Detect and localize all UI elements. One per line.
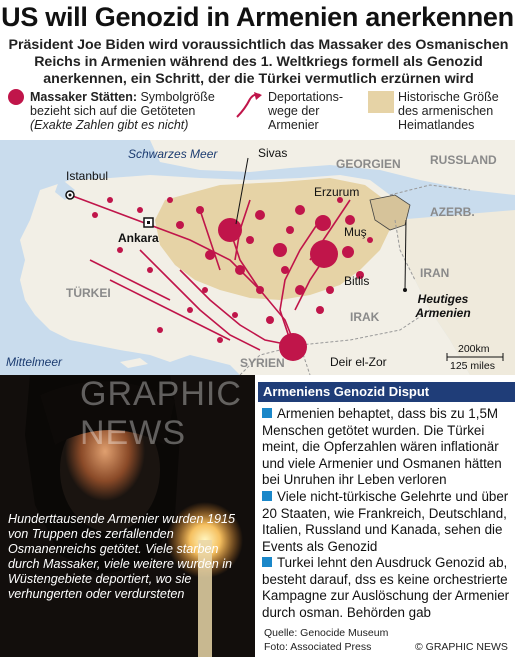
label-deir-el-zor: Deir el-Zor	[330, 355, 387, 369]
massacre-site-symbol	[8, 89, 24, 105]
label-istanbul: Istanbul	[66, 169, 109, 183]
label-bitlis: Bitlis	[344, 274, 370, 288]
scale-km: 200km	[458, 343, 490, 355]
panel-point-1: Armenien behapt​et, dass bis zu 1,5M Menschen getötet wurden. Die Türkei meint, die Opferzahlen wären inflationär und viele Armenier und Osmanen hätten bei Unruhen ihr Leben verloren	[262, 406, 502, 487]
label-ankara: Ankara	[118, 231, 159, 245]
page-title: US will Genozid in Armenien anerkennen	[1, 2, 514, 32]
subtitle: Präsident Joe Biden wird voraussichtlich das Massaker des Osmanischen Reichs in Armenien während des 1. Weltkriegs formell als Genozid anerkennen, ein Schritt, der die Türkei vermutlich erzürnen wird	[8, 37, 509, 87]
historic-homeland-symbol	[368, 91, 394, 113]
legend-routes: Deportations-wege der Armenier	[268, 90, 344, 132]
legend-historic: Historische Größe des armenischen Heimatlandes	[398, 90, 499, 132]
label-iran: IRAN	[420, 266, 450, 280]
label-syria: SYRIEN	[240, 356, 285, 370]
bullet-square-icon	[262, 491, 272, 501]
label-erzurum: Erzurum	[314, 185, 360, 199]
panel-point-3: Turkei lehnt den Ausdruck Genozid ab, besteht darauf, dss es keine orchestrierte Kampagne zur Auslöschung der Armenier durch osman. Behörden gab	[262, 555, 510, 620]
label-russia: RUSSLAND	[430, 153, 497, 167]
label-sivas: Sivas	[258, 146, 288, 160]
label-georgia: GEORGIEN	[336, 157, 401, 171]
label-iraq: IRAK	[350, 310, 380, 324]
label-black-sea: Schwarzes Meer	[128, 147, 218, 161]
label-turkey: TÜRKEI	[66, 286, 111, 300]
copyright: © GRAPHIC NEWS	[415, 641, 508, 653]
legend	[0, 87, 515, 137]
label-azerbaijan: AZERB.	[430, 205, 475, 219]
photo-credit: Foto: Associated Press	[264, 641, 372, 653]
label-mediterranean: Mittelmeer	[6, 355, 63, 369]
photo-caption: Hunderttausende Armenier wurden 1915 von Truppen des zerfallenden Osmanenreichs getötet. Viele starben durch Massaker, viele weitere wurden in Wüstengebiete deportiert, wo sie verhungerten oder verdursteten	[8, 512, 236, 601]
legend-sites: Massaker Stätten: Symbolgröße bezieht sich auf die Getöteten (Exakte Zahlen gibt es nicht)	[30, 90, 215, 132]
panel-heading: Armeniens Genozid Disput	[258, 382, 515, 402]
watermark: GRAPHIC NEWS	[80, 375, 242, 452]
source: Quelle: Genocide Museum	[264, 627, 389, 639]
panel-point-2: Viele nicht-türkische Gelehrte und über 20 Staaten, wie Frankreich, Deutschland, Italien, Russland und Kanada, sehen die Events als Genozid	[262, 489, 509, 554]
dispute-panel	[258, 375, 515, 657]
label-mus: Muş	[344, 225, 367, 239]
scale-miles: 125 miles	[450, 360, 495, 372]
map	[0, 140, 515, 375]
bullet-square-icon	[262, 408, 272, 418]
label-modern-armenia: Heutiges Armenien	[415, 292, 471, 320]
bullet-square-icon	[262, 557, 272, 567]
